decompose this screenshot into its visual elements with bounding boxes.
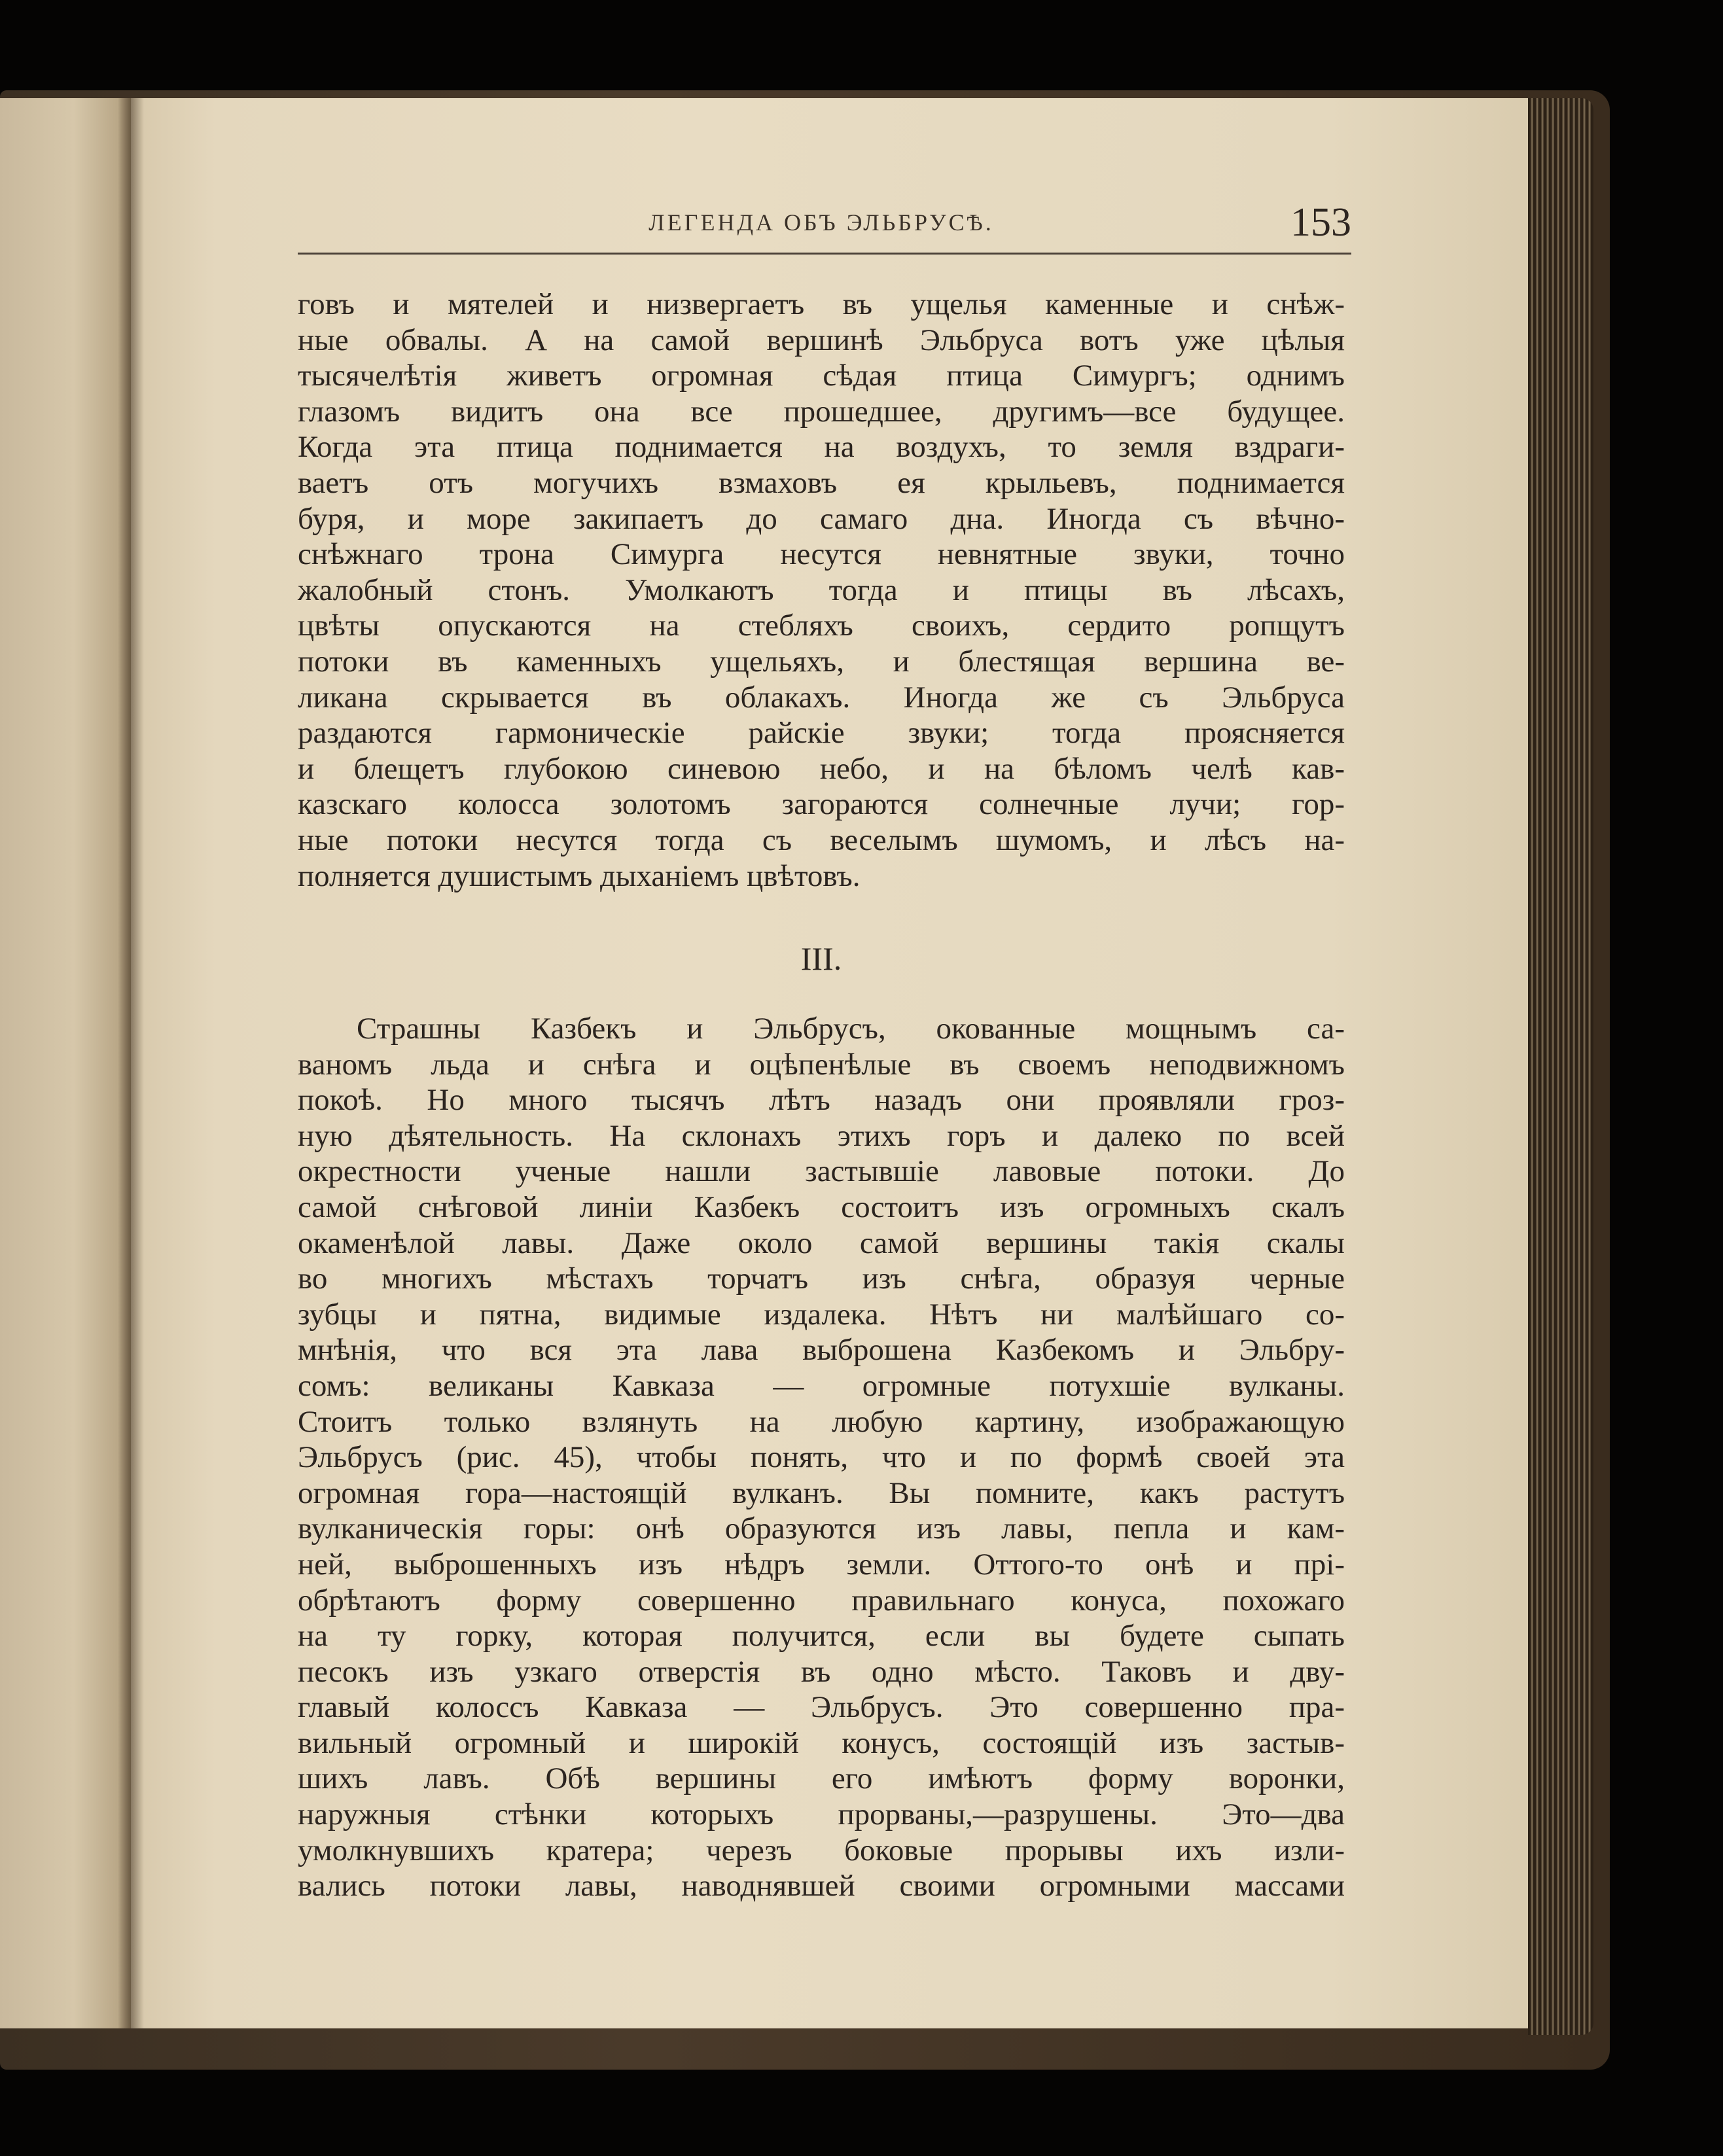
text-line: наружныя стѣнки которыхъ прорваны,—разрушены. Это—два [298, 1797, 1345, 1832]
text-line: говъ и мятелей и низвергаетъ въ ущелья каменные и снѣж- [298, 287, 1345, 321]
paragraph-volcanoes [298, 1011, 1345, 1904]
text-line: вулканическія горы: онѣ образуются изъ лавы, пепла и кам- [298, 1511, 1345, 1546]
text-line: огромная гора—настоящій вулканъ. Вы помните, какъ растутъ [298, 1476, 1345, 1510]
text-line: ные обвалы. А на самой вершинѣ Эльбруса вотъ уже цѣлыя [298, 323, 1345, 357]
page-edges [1528, 98, 1593, 2035]
text-line: снѣжнаго трона Симурга несутся невнятные звуки, точно [298, 537, 1345, 572]
text-line: на ту горку, которая получится, если вы будете сыпать [298, 1619, 1345, 1653]
header-rule [298, 253, 1351, 255]
text-line: окаменѣлой лавы. Даже около самой вершины такія скалы [298, 1226, 1345, 1260]
text-line: Стоитъ только взлянуть на любую картину, изображающую [298, 1404, 1345, 1439]
text-line: самой снѣговой линіи Казбекъ состоитъ изъ огромныхъ скалъ [298, 1190, 1345, 1224]
text-line: раздаются гармоническіе райскіе звуки; тогда проясняется [298, 716, 1345, 751]
text-line: умолкнувшихъ кратера; черезъ боковые прорывы ихъ изли- [298, 1833, 1345, 1867]
paragraph-legend [298, 287, 1345, 894]
text-line: главый колоссъ Кавказа — Эльбрусъ. Это совершенно пра- [298, 1690, 1345, 1725]
text-line: потоки въ каменныхъ ущельяхъ, и блестящая вершина ве- [298, 644, 1345, 679]
text-line: буря, и море закипаетъ до самаго дна. Иногда съ вѣчно- [298, 501, 1345, 536]
text-line: Эльбрусъ (рис. 45), чтобы понять, что и по формѣ своей эта [298, 1440, 1345, 1475]
page-number: 153 [1290, 200, 1351, 245]
text-line: тысячелѣтія живетъ огромная сѣдая птица Симургъ; однимъ [298, 359, 1345, 393]
text-line: во многихъ мѣстахъ торчатъ изъ снѣга, образуя черные [298, 1262, 1345, 1296]
book-gutter [118, 98, 144, 2028]
running-title: ЛЕГЕНДА ОБЪ ЭЛЬБРУСѢ. [648, 209, 994, 236]
text-line: мнѣнія, что вся эта лава выброшена Казбекомъ и Эльбру- [298, 1333, 1345, 1368]
text-line: покоѣ. Но много тысячъ лѣтъ назадъ они проявляли гроз- [298, 1083, 1345, 1118]
text-line: вильный огромный и широкій конусъ, состоящій изъ застыв- [298, 1725, 1345, 1760]
text-line: ваетъ отъ могучихъ взмаховъ ея крыльевъ, поднимается [298, 465, 1345, 500]
text-line: ней, выброшенныхъ изъ нѣдръ земли. Оттого-то онѣ и прі- [298, 1547, 1345, 1582]
text-line: цвѣты опускаются на стебляхъ своихъ, сердито ропщутъ [298, 609, 1345, 643]
text-line: ваномъ льда и снѣга и оцѣпенѣлые въ своемъ неподвижномъ [298, 1047, 1345, 1082]
text-line: песокъ изъ узкаго отверстія въ одно мѣсто. Таковъ и дву- [298, 1654, 1345, 1689]
text-line: шихъ лавъ. Обѣ вершины его имѣютъ форму воронки, [298, 1761, 1345, 1796]
text-line: ные потоки несутся тогда съ веселымъ шумомъ, и лѣсъ на- [298, 822, 1345, 857]
text-line: ликана скрывается въ облакахъ. Иногда же съ Эльбруса [298, 680, 1345, 715]
text-line: ную дѣятельность. На склонахъ этихъ горъ и далеко по всей [298, 1118, 1345, 1153]
text-line: обрѣтаютъ форму совершенно правильнаго конуса, похожаго [298, 1583, 1345, 1617]
text-line: Страшны Казбекъ и Эльбрусъ, окованные мощнымъ са- [357, 1012, 1345, 1046]
text-line: полняется душистымъ дыханіемъ цвѣтовъ. [298, 858, 861, 893]
text-line: казскаго колосса золотомъ загораются солнечные лучи; гор- [298, 787, 1345, 822]
text-line: вались потоки лавы, наводнявшей своими огромными массами [298, 1869, 1345, 1903]
text-line: окрестности ученые нашли застывшіе лавовые потоки. До [298, 1154, 1345, 1189]
text-line: глазомъ видитъ она все прошедшее, другимъ—все будущее. [298, 394, 1345, 429]
text-line: и блещетъ глубокою синевою небо, и на бѣломъ челѣ кав- [298, 751, 1345, 786]
text-line: сомъ: великаны Кавказа — огромные потухшіе вулканы. [298, 1368, 1345, 1403]
text-line: Когда эта птица поднимается на воздухъ, то земля вздраги- [298, 430, 1345, 465]
section-heading: III. [800, 940, 842, 977]
text-line: зубцы и пятна, видимые издалека. Нѣтъ ни малѣйшаго со- [298, 1297, 1345, 1332]
text-line: жалобный стонъ. Умолкаютъ тогда и птицы въ лѣсахъ, [298, 573, 1345, 607]
left-page-edge [0, 98, 134, 2028]
